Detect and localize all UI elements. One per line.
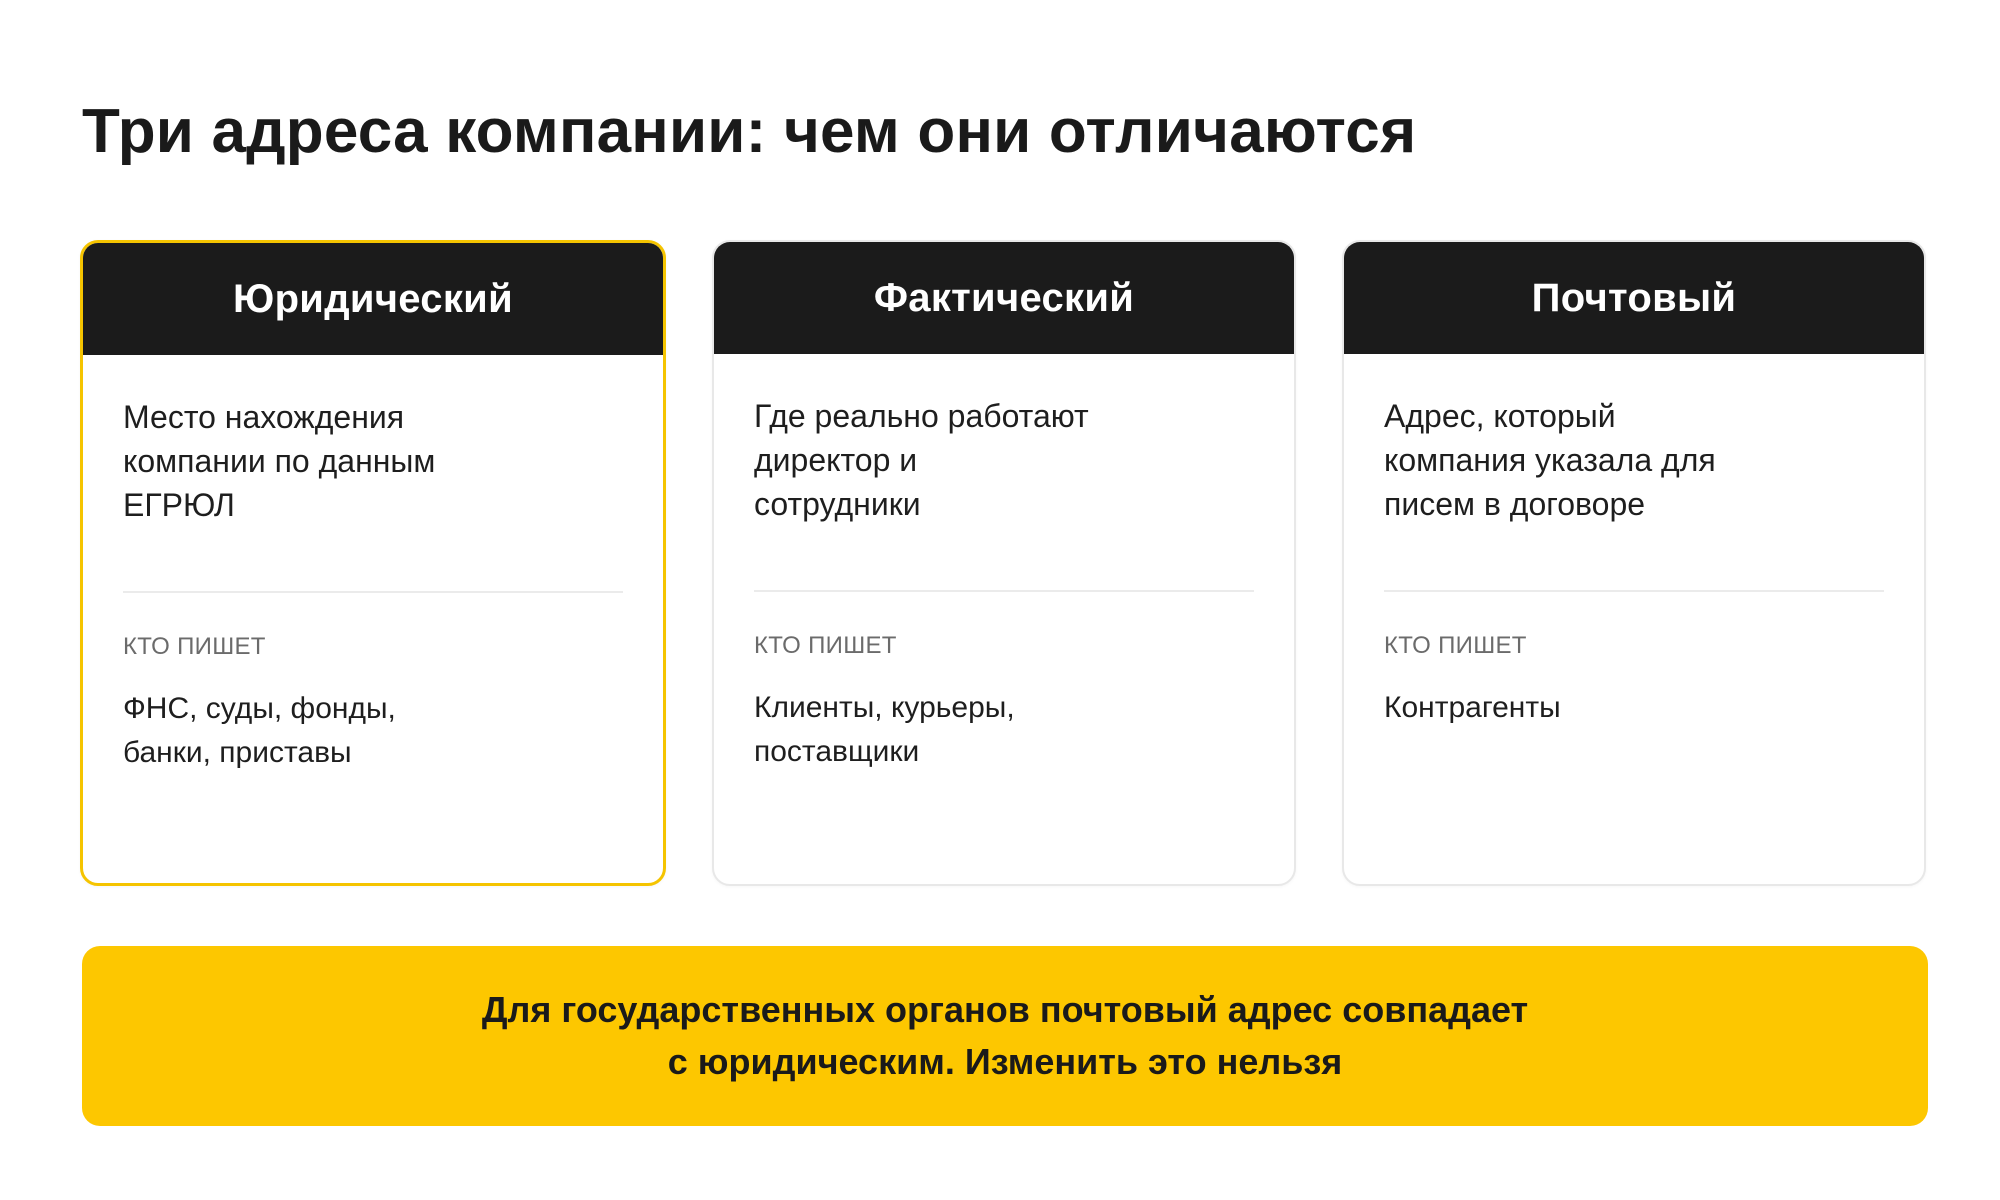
card-divider [1384,590,1884,592]
card-header: Юридический [83,243,663,355]
card-postal-address [1342,240,1926,886]
card-legal-address [80,240,666,886]
card-description: Где реально работают директор и сотрудники [754,398,1089,522]
card-body [1344,354,1924,730]
notice-banner-text: Для государственных органов почтовый адрес совпадает с юридическим. Изменить это нельзя [481,989,1529,1082]
who-writes-value: ФНС, суды, фонды, банки, приставы [123,692,396,769]
card-header: Почтовый [1344,242,1924,354]
card-actual-address [712,240,1296,886]
card-description: Адрес, который компания указала для писем в договоре [1384,398,1716,522]
card-header: Фактический [714,242,1294,354]
who-writes-label: КТО ПИШЕТ [123,633,266,660]
card-body [714,354,1294,774]
who-writes-value: Контрагенты [1384,691,1561,724]
who-writes-label: КТО ПИШЕТ [1384,632,1527,659]
card-body [83,355,663,775]
page-title: Три адреса компании: чем они отличаются [82,97,1417,166]
card-divider [754,590,1254,592]
notice-banner [82,946,1928,1126]
card-description: Место нахождения компании по данным ЕГРЮЛ [123,399,436,523]
address-cards [80,240,1926,886]
who-writes-label: КТО ПИШЕТ [754,632,897,659]
card-divider [123,591,623,593]
who-writes-value: Клиенты, курьеры, поставщики [754,691,1015,768]
